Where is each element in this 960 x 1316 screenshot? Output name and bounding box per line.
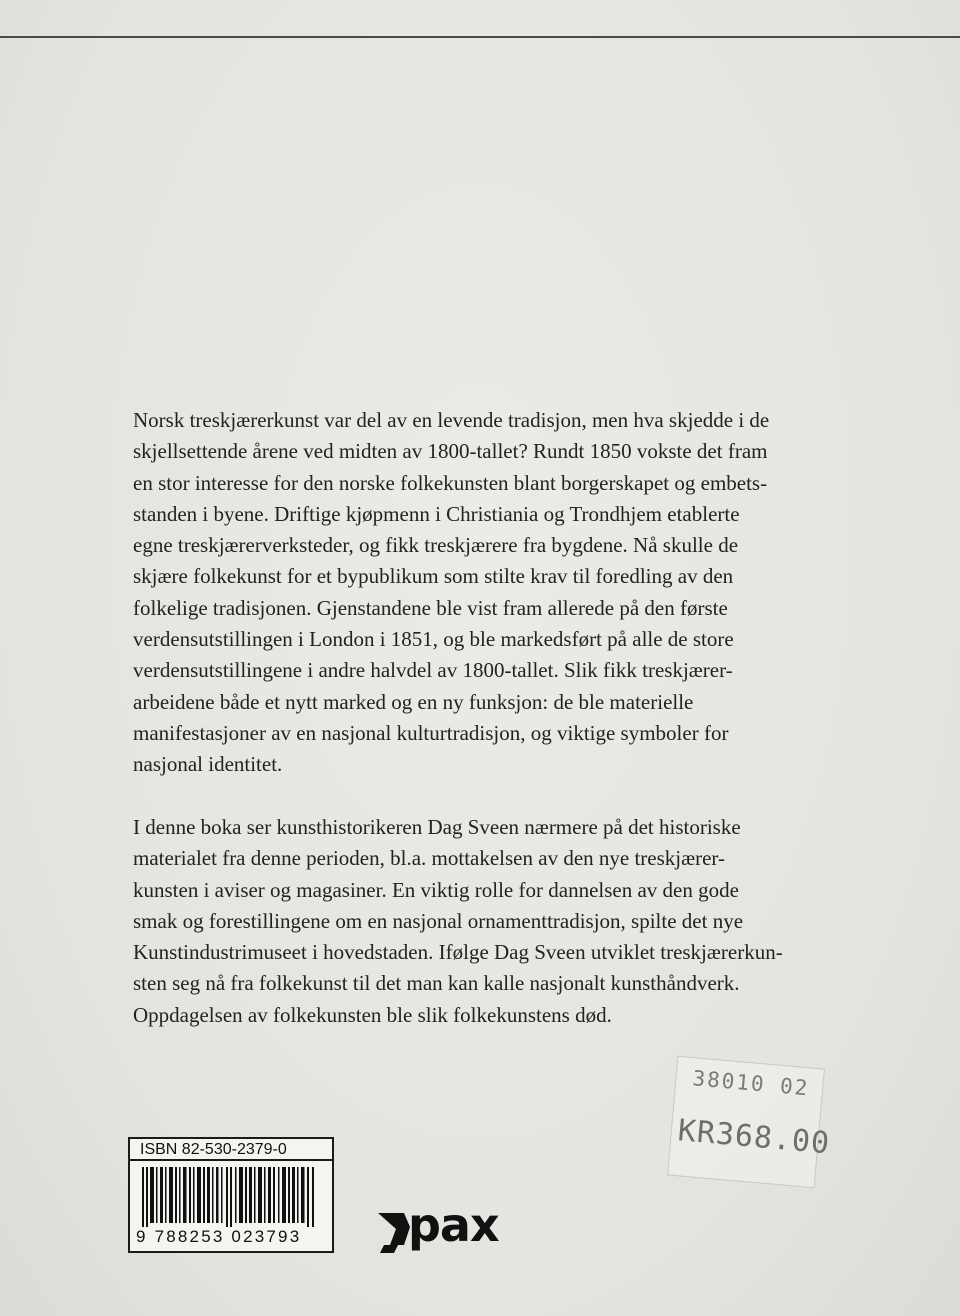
barcode-digits: 9 788253 023793 — [136, 1227, 328, 1247]
price-sticker — [667, 1056, 832, 1188]
blurb-line: arbeidene både et nytt marked og en ny funksjon: de ble materielle — [133, 689, 694, 714]
blurb-line: verdensutstillingen i London i 1851, og ble markedsført på alle de store — [133, 627, 734, 652]
blurb-line: en stor interesse for den norske folkekunsten blant borgerskapet og embets- — [133, 470, 768, 495]
blurb-line: kunsten i aviser og magasiner. En viktig rolle for dannelsen av den gode — [133, 877, 739, 902]
blurb-line: folkelige tradisjonen. Gjenstandene ble vist fram allerede på den første — [133, 595, 728, 620]
price-sticker-code: 38010 02 — [691, 1066, 811, 1101]
blurb-line: smak og forestillingene om en nasjonal ornamenttradisjon, spilte det nye — [133, 908, 744, 933]
blurb-line: I denne boka ser kunsthistorikeren Dag Sveen nærmere på det historiske — [133, 815, 741, 839]
blurb-paragraph-1 — [133, 405, 873, 781]
blurb-line: skjellsettende årene ved midten av 1800-tallet? Rundt 1850 vokste det fram — [133, 439, 768, 464]
price-sticker-price: KR368.00 — [676, 1113, 832, 1162]
blurb-line: nasjonal identitet. — [133, 752, 283, 777]
blurb-line: Oppdagelsen av folkekunsten ble slik folkekunstens død. — [133, 1002, 612, 1027]
blurb-line: standen i byene. Driftige kjøpmenn i Christiania og Trondhjem etablerte — [133, 501, 740, 526]
blurb-line: Kunstindustrimuseet i hovedstaden. Ifølge Dag Sveen utviklet treskjærerkun- — [133, 940, 783, 965]
isbn-barcode-block — [128, 1137, 334, 1253]
blurb-paragraph-2 — [133, 812, 873, 1031]
blurb-line: verdensutstillingene i andre halvdel av 1800-tallet. Slik fikk treskjærer- — [133, 658, 733, 683]
publisher-logo: pax — [408, 1198, 499, 1252]
barcode-icon — [140, 1167, 320, 1229]
blurb-line: Norsk treskjærerkunst var del av en levende tradisjon, men hva skjedde i de — [133, 408, 770, 432]
blurb-line: materialet fra denne perioden, bl.a. mottakelsen av den nye treskjærer- — [133, 846, 725, 871]
isbn-label: ISBN 82-530-2379-0 — [130, 1139, 332, 1161]
blurb-line: skjære folkekunst for et bypublikum som stilte krav til foredling av den — [133, 564, 734, 589]
blurb-line: egne treskjærerverksteder, og fikk treskjærere fra bygdene. Nå skulle de — [133, 533, 739, 558]
top-rule — [0, 36, 960, 38]
blurb-line: sten seg nå fra folkekunst til det man kan kalle nasjonalt kunsthåndverk. — [133, 971, 740, 996]
blurb-line: manifestasjoner av en nasjonal kulturtradisjon, og viktige symboler for — [133, 720, 729, 745]
